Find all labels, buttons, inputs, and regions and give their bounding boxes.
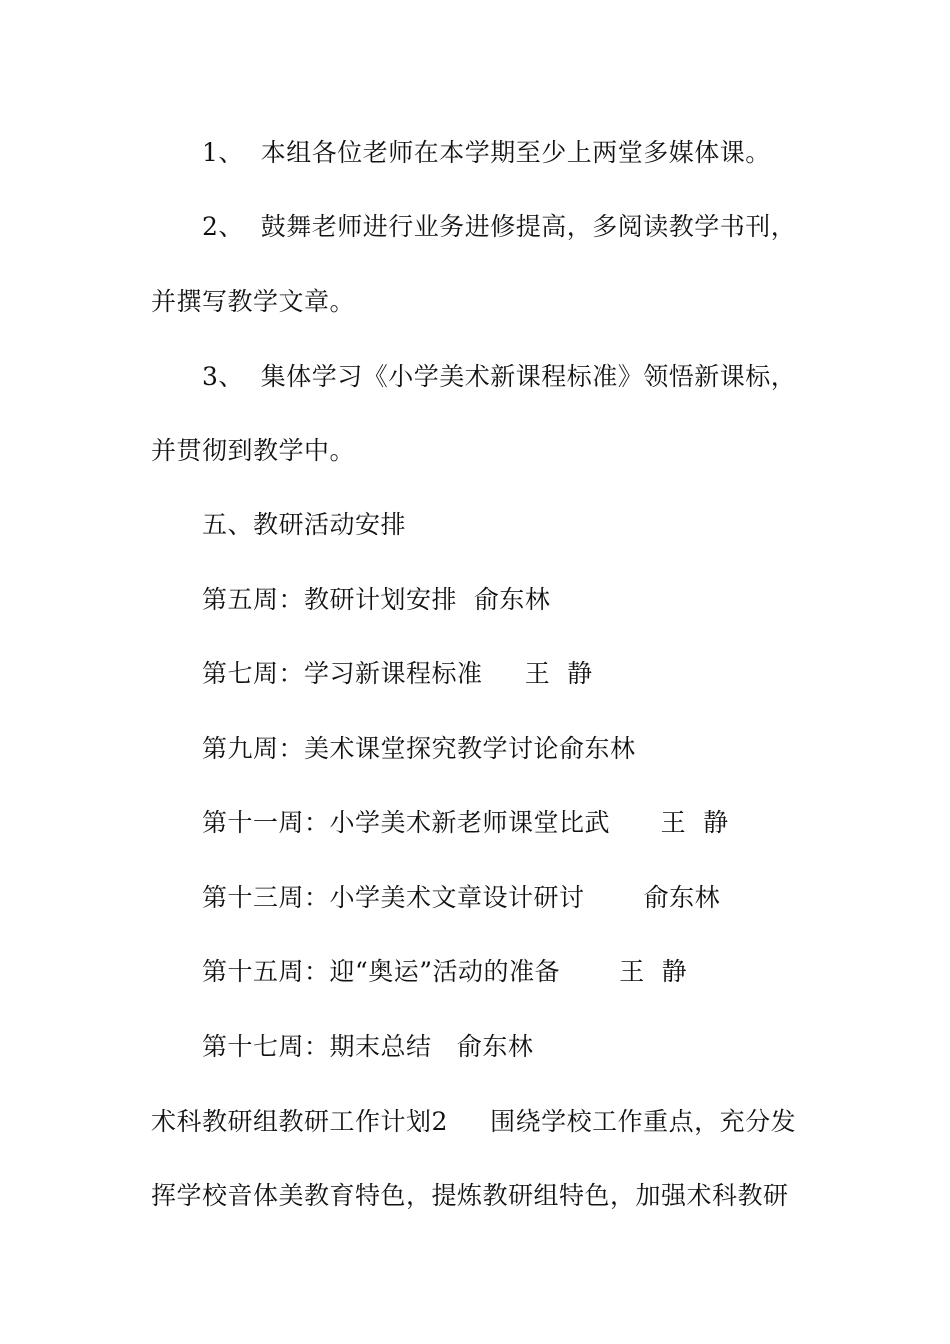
list-item-2: 2、 鼓舞老师进行业务进修提高，多阅读教学书刊， — [202, 212, 797, 241]
schedule-week-9: 第九周：美术课堂探究教学讨论俞东林 — [202, 734, 636, 763]
list-item-2-continuation: 并撰写教学文章。 — [151, 287, 356, 316]
schedule-week-7: 第七周：学习新课程标准 王 静 — [202, 659, 593, 688]
list-item-1: 1、 本组各位老师在本学期至少上两堂多媒体课。 — [202, 138, 771, 167]
list-item-3: 3、 集体学习《小学美术新课程标准》领悟新课标， — [202, 362, 797, 391]
paragraph-line-2: 挥学校音体美教育特色，提炼教研组特色，加强术科教研 — [151, 1181, 789, 1210]
paragraph-line-1: 术科教研组教研工作计划2 围绕学校工作重点，充分发 — [151, 1107, 797, 1136]
schedule-week-13: 第十三周：小学美术文章设计研讨 俞东林 — [202, 883, 721, 912]
schedule-week-11: 第十一周：小学美术新老师课堂比武 王 静 — [202, 808, 729, 837]
schedule-week-17: 第十七周：期末总结 俞东林 — [202, 1032, 534, 1061]
schedule-week-15: 第十五周：迎“奥运”活动的准备 王 静 — [202, 957, 688, 986]
list-item-3-continuation: 并贯彻到教学中。 — [151, 436, 356, 465]
section-heading: 五、教研活动安排 — [202, 510, 407, 539]
schedule-week-5: 第五周：教研计划安排 俞东林 — [202, 585, 551, 614]
